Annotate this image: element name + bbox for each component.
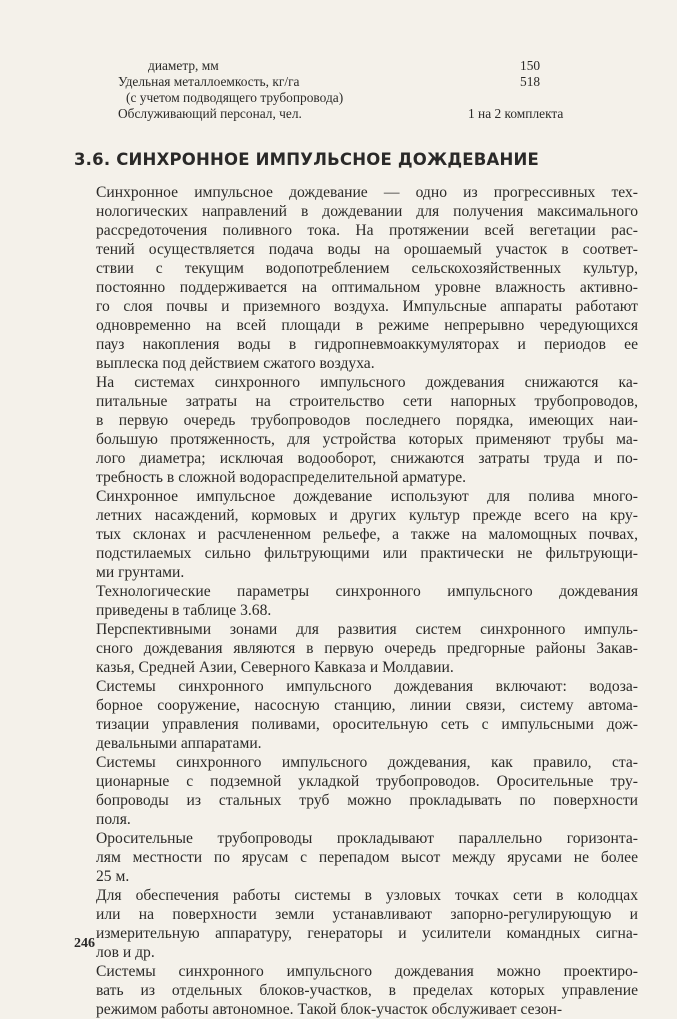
spec-label: диаметр, мм: [148, 58, 219, 73]
text-line: или на поверхности земли устанавливают запорно-регулирующую и: [96, 906, 638, 923]
spec-row: [118, 74, 598, 90]
paragraph: [74, 373, 638, 487]
text-line: летних насаждений, кормовых и других культур прежде всего на кру-: [96, 507, 638, 524]
paragraph: [74, 582, 638, 620]
paragraph: [74, 886, 638, 962]
text-line: тений осуществляется подача воды на орошаемый участок в соответ-: [96, 241, 638, 258]
text-line: большую протяженность, для устройства которых применяют трубы ма-: [96, 431, 638, 448]
text-line: нологических направлений в дождевании для получения максимального: [96, 203, 638, 220]
spec-value: 1 на 2 комплекта: [468, 106, 564, 121]
spec-row: [118, 58, 598, 74]
text-line: борное сооружение, насосную станцию, линии связи, систему автома-: [96, 697, 638, 714]
body-text: [74, 183, 638, 1019]
text-line: Оросительные трубопроводы прокладывают параллельно горизонта-: [96, 830, 638, 847]
text-line: Синхронное импульсное дождевание используют для полива много-: [96, 488, 638, 505]
spec-label: Обслуживающий персонал, чел.: [118, 106, 302, 121]
text-line: тых склонах и расчлененном рельефе, а также на маломощных почвах,: [96, 526, 638, 543]
paragraph: [74, 962, 638, 1019]
text-line: вать из отдельных блоков-участков, в пределах которых управление: [96, 982, 638, 999]
text-line: пауз накопления воды в гидропневмоаккумуляторах и периодов ее: [96, 336, 638, 353]
paragraph: [74, 829, 638, 886]
text-line: ствии с текущим водопотреблением сельскохозяйственных культур,: [96, 260, 638, 277]
text-line: лов и др.: [96, 944, 155, 961]
text-line: Технологические параметры синхронного импульсного дождевания: [96, 583, 638, 600]
spec-value: 150: [520, 58, 541, 73]
text-line: лям местности по ярусам с перепадом высот между ярусами не более: [96, 849, 638, 866]
text-line: го слоя почвы и приземного воздуха. Импульсные аппараты работают: [96, 298, 638, 315]
spec-label: Удельная металлоемкость, кг/га: [118, 74, 300, 89]
text-line: постоянно поддерживается на оптимальном уровне влажность активно-: [96, 279, 638, 296]
text-line: Для обеспечения работы системы в узловых точках сети в колодцах: [96, 887, 638, 904]
text-line: лого диаметра; исключая водооборот, снижаются затраты труда и по-: [96, 450, 638, 467]
text-line: бопроводы из стальных труб можно прокладывать по поверхности: [96, 792, 638, 809]
text-line: питальные затраты на строительство сети напорных трубопроводов,: [96, 393, 638, 410]
text-line: казья, Средней Азии, Северного Кавказа и Молдавии.: [96, 659, 454, 676]
text-line: в первую очередь трубопроводов последнего порядка, имеющих наи-: [96, 412, 638, 429]
text-line: рассредоточения поливного тока. На протяжении всей вегетации рас-: [96, 222, 638, 239]
text-line: ми грунтами.: [96, 564, 185, 581]
spec-row: [118, 90, 598, 106]
text-line: измерительную аппаратуру, генераторы и усилители командных сигна-: [96, 925, 638, 942]
page-number: 246: [74, 936, 95, 951]
paragraph: [74, 753, 638, 829]
spec-table: [118, 58, 598, 122]
text-line: На системах синхронного импульсного дождевания снижаются ка-: [96, 374, 638, 391]
section-heading: 3.6. СИНХРОННОЕ ИМПУЛЬСНОЕ ДОЖДЕВАНИЕ: [74, 150, 539, 169]
text-line: Системы синхронного импульсного дождевания, как правило, ста-: [96, 754, 638, 771]
text-line: сного дождевания являются в первую очередь предгорные районы Закав-: [96, 640, 638, 657]
paragraph: [74, 677, 638, 753]
text-line: требность в сложной водораспределительной арматуре.: [96, 469, 467, 486]
paragraph: [74, 620, 638, 677]
spec-value: 518: [520, 74, 541, 89]
text-line: поля.: [96, 811, 131, 828]
spec-label: (с учетом подводящего трубопровода): [126, 90, 344, 105]
text-line: ционарные с подземной укладкой трубопроводов. Оросительные тру-: [96, 773, 638, 790]
text-line: выплеска под действием сжатого воздуха.: [96, 355, 375, 372]
text-line: подстилаемых сильно фильтрующими или практически не фильтрующи-: [96, 545, 638, 562]
text-line: Системы синхронного импульсного дождевания включают: водоза-: [96, 678, 638, 695]
paragraph: [74, 487, 638, 582]
text-line: приведены в таблице 3.68.: [96, 602, 272, 619]
text-line: тизации управления поливами, оросительную сеть с импульсными дож-: [96, 716, 638, 733]
text-line: режимом работы автономное. Такой блок-участок обслуживает сезон-: [96, 1001, 563, 1018]
spec-row: [118, 106, 598, 122]
text-line: Системы синхронного импульсного дождевания можно проектиро-: [96, 963, 638, 980]
paragraph: [74, 183, 638, 373]
text-line: Перспективными зонами для развития систем синхронного импуль-: [96, 621, 638, 638]
text-line: 25 м.: [96, 868, 130, 885]
text-line: Синхронное импульсное дождевание — одно из прогрессивных тех-: [96, 184, 638, 201]
text-line: одновременно на всей площади в режиме непрерывно чередующихся: [96, 317, 638, 334]
text-line: девальными аппаратами.: [96, 735, 262, 752]
